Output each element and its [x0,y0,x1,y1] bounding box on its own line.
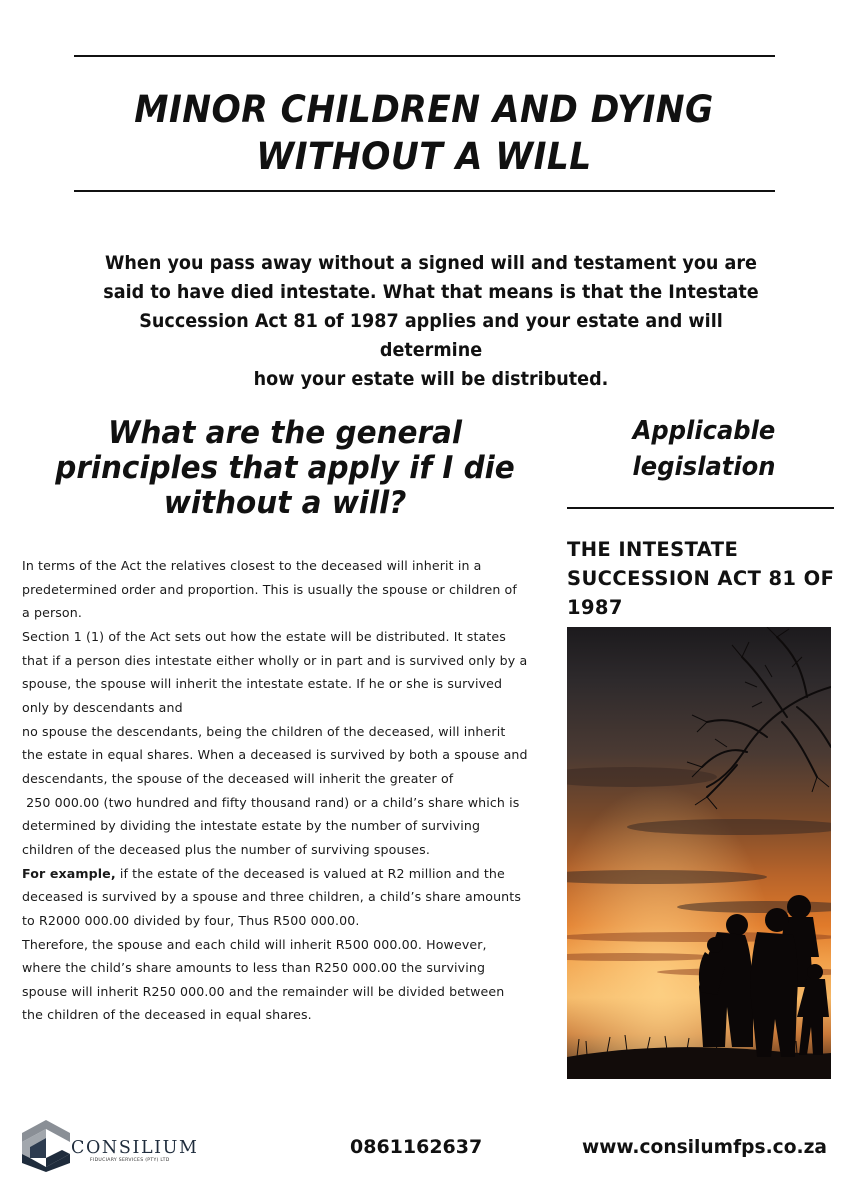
act-title-line: 1987 [567,596,623,619]
title-top-rule [74,55,775,57]
principles-heading [33,416,537,521]
intro-line: how your estate will be distributed. [253,368,609,390]
body-line: Section 1 (1) of the Act sets out how the estate will be distributed. It states [22,628,506,644]
footer-phone[interactable]: 0861162637 [350,1136,483,1158]
principles-heading-line: without a will? [163,485,407,521]
sunset-family-photo [567,627,831,1079]
body-line: spouse, the spouse will inherit the intestate estate. If he or she is survived [22,676,503,692]
intro-line: Succession Act 81 of 1987 applies and your estate and will determine [139,310,723,361]
body-line: In terms of the Act the relatives closest to the deceased will inherit in a [22,558,482,573]
legislation-heading [583,413,825,485]
title-line-2: WITHOUT A WILL [256,135,592,178]
body-line: that if a person dies intestate either wholly or in part and is survived only by a [22,652,528,668]
body-line: determined by dividing the intestate estate by the number of surviving [22,818,481,834]
body-line: Therefore, the spouse and each child will inherit R500 000.00. However, [22,936,487,952]
body-line: predetermined order and proportion. This is usually the spouse or children of [22,581,517,597]
legislation-heading-line: legislation [632,452,776,482]
example-bold-label: For example, [22,865,116,881]
title-bottom-rule [74,190,775,192]
sidebar-rule [567,507,834,509]
body-line: a person. [22,605,82,621]
logo-subtitle: FIDUCIARY SERVICES (PTY) LTD [90,1158,170,1163]
footer-website-link[interactable]: www.consilumfps.co.za [582,1136,827,1158]
principles-heading-line: principles that apply if I die [55,450,515,486]
consilium-logo-icon [20,1118,72,1174]
body-line: children of the deceased plus the number of surviving spouses. [22,841,430,857]
legislation-heading-line: Applicable [632,416,776,446]
logo-wordmark: CONSILIUM [71,1138,199,1158]
body-line: no spouse the descendants, being the children of the deceased, will inherit [22,723,506,739]
body-line: descendants, the spouse of the deceased will inherit the greater of [22,770,454,786]
example-line [22,862,560,886]
body-line: the children of the deceased in equal shares. [22,1007,312,1023]
act-title [567,535,847,622]
principles-heading-line: What are the general [107,415,463,451]
title-line-1: MINOR CHILDREN AND DYING [134,88,714,131]
body-line: where the child’s share amounts to less than R250 000.00 the surviving [22,960,486,976]
body-line: only by descendants and [22,699,183,715]
body-line: deceased is survived by a spouse and three children, a child’s share amounts [22,889,522,905]
intro-line: When you pass away without a signed will and testament you are [105,252,757,274]
intro-line: said to have died intestate. What that means is that the Intestate [103,281,759,303]
act-title-line: THE INTESTATE [567,538,739,561]
body-line: spouse will inherit R250 000.00 and the remainder will be divided between [22,983,505,999]
body-line: the estate in equal shares. When a deceased is survived by both a spouse and [22,747,528,763]
body-line: to R2000 000.00 divided by four, Thus R500 000.00. [22,912,360,928]
example-text: if the estate of the deceased is valued at R2 million and the [115,865,505,881]
intro-paragraph [88,249,774,394]
act-title-line: SUCCESSION ACT 81 OF [567,567,835,590]
page-title [99,86,750,180]
body-line: 250 000.00 (two hundred and fifty thousand rand) or a child’s share which is [22,794,520,810]
body-paragraphs [22,554,560,1027]
